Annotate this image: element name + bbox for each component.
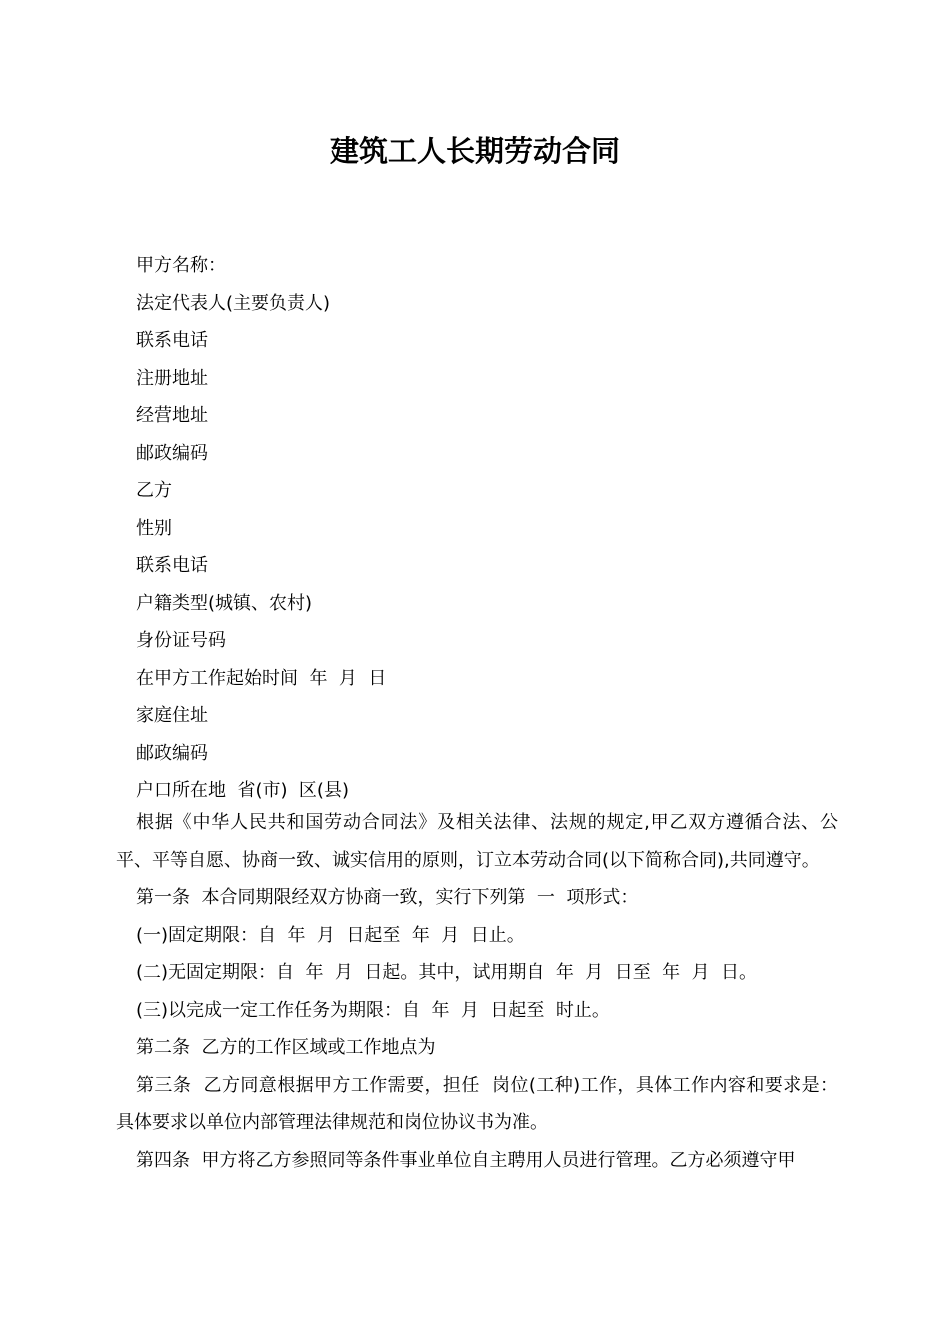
field-household-location: 户口所在地 省(市) 区(县)	[136, 780, 349, 801]
article-1: 第一条 本合同期限经双方协商一致，实行下列第 一 项形式：	[136, 887, 639, 908]
article-1-option-3: (三)以完成一定工作任务为期限：自 年 月 日起至 时止。	[136, 999, 610, 1021]
field-id-number: 身份证号码	[136, 630, 226, 651]
contract-body	[116, 804, 850, 1179]
field-registered-address: 注册地址	[136, 367, 208, 389]
article-3: 第三条 乙方同意根据甲方工作需要，担任 岗位(工种)工作，具体工作内容和要求是： 具体要求以单位内部管理法律规范和岗位协议书为准。	[116, 1074, 850, 1133]
field-business-address: 经营地址	[136, 405, 208, 426]
field-party-b-phone: 联系电话	[136, 555, 208, 576]
field-legal-representative: 法定代表人(主要负责人)	[136, 292, 331, 314]
article-4: 第四条 甲方将乙方参照同等条件事业单位自主聘用人员进行管理。乙方必须遵守甲	[136, 1149, 796, 1171]
field-party-a-name: 甲方名称：	[136, 255, 226, 276]
field-party-b-postcode: 邮政编码	[136, 742, 208, 764]
party-info-fields	[136, 247, 856, 810]
article-1-option-1: (一)固定期限：自 年 月 日起至 年 月 日止。	[136, 924, 525, 946]
field-party-a-postcode: 邮政编码	[136, 442, 208, 464]
field-party-a-phone: 联系电话	[136, 330, 208, 351]
field-household-type: 户籍类型(城镇、农村)	[136, 592, 313, 614]
document-title: 建筑工人长期劳动合同	[329, 134, 620, 168]
article-2: 第二条 乙方的工作区域或工作地点为	[136, 1037, 436, 1058]
article-1-option-2: (二)无固定期限：自 年 月 日起。其中，试用期自 年 月 日至 年 月 日。	[136, 962, 758, 983]
field-gender: 性别	[136, 517, 172, 539]
field-party-b: 乙方	[136, 480, 172, 501]
field-start-date: 在甲方工作起始时间 年 月 日	[136, 667, 387, 689]
preamble-paragraph: 根据《中华人民共和国劳动合同法》及相关法律、法规的规定,甲乙双方遵循合法、公平、平等自愿、协商一致、诚实信用的原则，订立本劳动合同(以下简称合同),共同遵守。	[116, 812, 838, 871]
field-home-address: 家庭住址	[136, 705, 208, 726]
